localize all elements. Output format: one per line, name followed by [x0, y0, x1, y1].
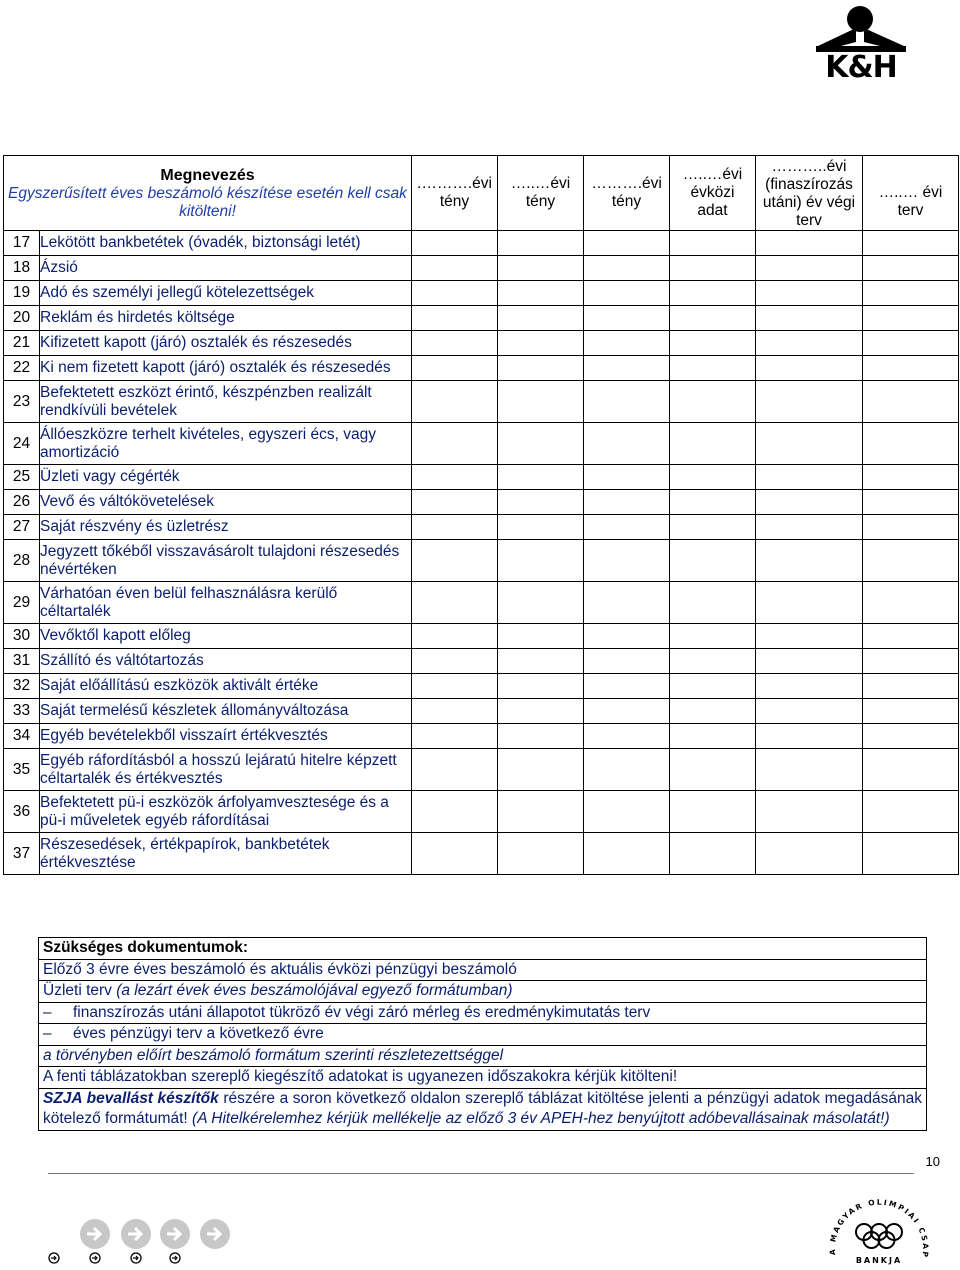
row-number: 27 — [4, 515, 40, 540]
value-cell[interactable] — [863, 256, 959, 281]
seal-bottom-text: BANKJA — [855, 1256, 903, 1265]
row-label: Üzleti vagy cégérték — [40, 465, 412, 490]
value-cell[interactable] — [498, 465, 584, 490]
value-cell[interactable] — [863, 540, 959, 582]
table-row — [4, 381, 959, 423]
table-row — [4, 423, 959, 465]
value-cell[interactable] — [498, 540, 584, 582]
value-cell[interactable] — [412, 281, 498, 306]
small-arrow-icon — [170, 1253, 180, 1263]
row-label: Saját részvény és üzletrész — [40, 515, 412, 540]
value-cell[interactable] — [756, 833, 863, 875]
value-cell[interactable] — [584, 833, 670, 875]
value-cell[interactable] — [498, 674, 584, 699]
value-cell[interactable] — [498, 356, 584, 381]
header-note: Egyszerűsített éves beszámoló készítése esetén kell csak kitölteni! — [8, 184, 407, 220]
value-cell[interactable] — [670, 624, 756, 649]
value-cell[interactable] — [498, 791, 584, 833]
row-label: Reklám és hirdetés költsége — [40, 306, 412, 331]
header-col-2: …..…évi tény — [498, 156, 584, 231]
value-cell[interactable] — [412, 356, 498, 381]
value-cell[interactable] — [498, 331, 584, 356]
value-cell[interactable] — [670, 331, 756, 356]
row-label: Adó és személyi jellegű kötelezettségek — [40, 281, 412, 306]
table-row — [4, 674, 959, 699]
value-cell[interactable] — [584, 231, 670, 256]
value-cell[interactable] — [863, 674, 959, 699]
row-number: 20 — [4, 306, 40, 331]
value-cell[interactable] — [670, 231, 756, 256]
value-cell[interactable] — [498, 649, 584, 674]
row-label: Befektetett eszközt érintő, készpénzben realizált rendkívüli bevételek — [40, 381, 412, 423]
row-number: 34 — [4, 724, 40, 749]
value-cell[interactable] — [498, 281, 584, 306]
value-cell[interactable] — [498, 624, 584, 649]
value-cell[interactable] — [584, 465, 670, 490]
row-label: Részesedések, értékpapírok, bankbetétek értékvesztése — [40, 833, 412, 875]
table-row — [4, 465, 959, 490]
value-cell[interactable] — [412, 331, 498, 356]
header-megnevezes — [4, 156, 412, 231]
value-cell[interactable] — [584, 674, 670, 699]
arrow-right-icon — [200, 1219, 230, 1249]
value-cell[interactable] — [412, 231, 498, 256]
value-cell[interactable] — [863, 356, 959, 381]
header-col-6: …..… évi terv — [863, 156, 959, 231]
value-cell[interactable] — [412, 465, 498, 490]
value-cell[interactable] — [412, 624, 498, 649]
value-cell[interactable] — [670, 724, 756, 749]
row-number: 33 — [4, 699, 40, 724]
value-cell[interactable] — [498, 833, 584, 875]
value-cell[interactable] — [670, 833, 756, 875]
row-label: Ki nem fizetett kapott (járó) osztalék és részesedés — [40, 356, 412, 381]
value-cell[interactable] — [498, 423, 584, 465]
value-cell[interactable] — [863, 724, 959, 749]
value-cell[interactable] — [863, 582, 959, 624]
value-cell[interactable] — [670, 465, 756, 490]
value-cell[interactable] — [863, 515, 959, 540]
value-cell[interactable] — [756, 624, 863, 649]
table-row — [4, 231, 959, 256]
value-cell[interactable] — [412, 423, 498, 465]
value-cell[interactable] — [584, 356, 670, 381]
value-cell[interactable] — [670, 674, 756, 699]
row-number: 22 — [4, 356, 40, 381]
value-cell[interactable] — [756, 281, 863, 306]
small-arrow-icon — [49, 1253, 59, 1263]
value-cell[interactable] — [412, 540, 498, 582]
row-number: 31 — [4, 649, 40, 674]
row-label: Egyéb bevételekből visszaírt értékvesztés — [40, 724, 412, 749]
kh-logo-text: K&H — [825, 50, 897, 85]
value-cell[interactable] — [498, 724, 584, 749]
kh-logo-mark-icon — [806, 2, 916, 52]
value-cell[interactable] — [756, 256, 863, 281]
value-cell[interactable] — [756, 465, 863, 490]
header-col-3: ……….évi tény — [584, 156, 670, 231]
value-cell[interactable] — [863, 281, 959, 306]
table-row — [4, 331, 959, 356]
olympic-rings-icon — [856, 1224, 902, 1248]
table-row — [4, 540, 959, 582]
financial-data-table — [3, 155, 959, 875]
value-cell[interactable] — [756, 674, 863, 699]
value-cell[interactable] — [670, 749, 756, 791]
table-row — [4, 306, 959, 331]
value-cell[interactable] — [412, 256, 498, 281]
value-cell[interactable] — [756, 306, 863, 331]
row-label: Várhatóan éven belül felhasználásra kerülő céltartalék — [40, 582, 412, 624]
value-cell[interactable] — [412, 674, 498, 699]
row-number: 35 — [4, 749, 40, 791]
value-cell[interactable] — [584, 749, 670, 791]
value-cell[interactable] — [670, 490, 756, 515]
value-cell[interactable] — [498, 256, 584, 281]
value-cell[interactable] — [584, 490, 670, 515]
arrow-right-icon — [80, 1219, 110, 1249]
docs-szja-note: SZJA bevallást készítők részére a soron következő oldalon szereplő táblázat kitöltése jelenti a pénzügyi adatok megadásának kötelező formátumát! (A Hitelkérelemhez kérjük mellékelje az előző 3 év APEH-hez benyújtott adóbevallásainak másolatát!) — [43, 1089, 922, 1127]
value-cell[interactable] — [863, 649, 959, 674]
docs-line-2: Üzleti terv (a lezárt évek éves beszámolójával egyező formátumban) — [39, 981, 926, 1003]
value-cell[interactable] — [584, 699, 670, 724]
row-label: Lekötött bankbetétek (óvadék, biztonsági letét) — [40, 231, 412, 256]
row-number: 19 — [4, 281, 40, 306]
value-cell[interactable] — [670, 515, 756, 540]
row-label: Egyéb ráfordításból a hosszú lejáratú hitelre képzett céltartalék és értékvesztés — [40, 749, 412, 791]
value-cell[interactable] — [670, 281, 756, 306]
header-col-4: …..…évi évközi adat — [670, 156, 756, 231]
value-cell[interactable] — [863, 331, 959, 356]
docs-dash-2: – éves pénzügyi terv a következő évre — [39, 1024, 926, 1046]
value-cell[interactable] — [412, 582, 498, 624]
footer-rule — [48, 1173, 914, 1174]
row-label: Vevő és váltókövetelések — [40, 490, 412, 515]
value-cell[interactable] — [498, 699, 584, 724]
docs-line-4: A fenti táblázatokban szereplő kiegészítő adatokat is ugyanezen időszakokra kérjük kitölteni! — [39, 1067, 926, 1089]
value-cell[interactable] — [584, 256, 670, 281]
value-cell[interactable] — [584, 649, 670, 674]
value-cell[interactable] — [498, 231, 584, 256]
value-cell[interactable] — [756, 423, 863, 465]
docs-line-1: Előző 3 évre éves beszámoló és aktuális évközi pénzügyi beszámoló — [39, 960, 926, 982]
row-label: Befektetett pü-i eszközök árfolyamvesztesége és a pü-i műveletek egyéb ráfordításai — [40, 791, 412, 833]
value-cell[interactable] — [584, 331, 670, 356]
value-cell[interactable] — [412, 490, 498, 515]
value-cell[interactable] — [670, 540, 756, 582]
row-number: 30 — [4, 624, 40, 649]
footer-arrows — [40, 1218, 260, 1265]
table-row — [4, 356, 959, 381]
value-cell[interactable] — [670, 649, 756, 674]
docs-title: Szükséges dokumentumok: — [39, 938, 926, 960]
value-cell[interactable] — [498, 749, 584, 791]
small-arrow-icon — [131, 1253, 141, 1263]
value-cell[interactable] — [756, 231, 863, 256]
value-cell[interactable] — [756, 582, 863, 624]
value-cell[interactable] — [498, 490, 584, 515]
value-cell[interactable] — [584, 515, 670, 540]
value-cell[interactable] — [670, 699, 756, 724]
value-cell[interactable] — [412, 749, 498, 791]
value-cell[interactable] — [670, 306, 756, 331]
table-row — [4, 749, 959, 791]
row-number: 21 — [4, 331, 40, 356]
row-number: 26 — [4, 490, 40, 515]
page-number: 10 — [925, 1154, 940, 1169]
value-cell[interactable] — [584, 281, 670, 306]
table-row — [4, 515, 959, 540]
row-label: Állóeszközre terhelt kivételes, egyszeri écs, vagy amortizáció — [40, 423, 412, 465]
value-cell[interactable] — [670, 423, 756, 465]
value-cell[interactable] — [670, 582, 756, 624]
table-row — [4, 833, 959, 875]
value-cell[interactable] — [863, 490, 959, 515]
row-label: Saját termelésű készletek állományváltozása — [40, 699, 412, 724]
value-cell[interactable] — [863, 306, 959, 331]
kh-logo — [806, 2, 916, 85]
arrow-right-icon — [160, 1219, 190, 1249]
value-cell[interactable] — [412, 306, 498, 331]
value-cell[interactable] — [863, 749, 959, 791]
header-col-5: ………..évi (finaszírozás utáni) év végi terv — [756, 156, 863, 231]
value-cell[interactable] — [498, 515, 584, 540]
arrow-right-icon — [121, 1219, 151, 1249]
value-cell[interactable] — [863, 231, 959, 256]
table-row — [4, 281, 959, 306]
value-cell[interactable] — [863, 465, 959, 490]
value-cell[interactable] — [756, 699, 863, 724]
value-cell[interactable] — [756, 490, 863, 515]
value-cell[interactable] — [412, 833, 498, 875]
table-row — [4, 649, 959, 674]
value-cell[interactable] — [756, 331, 863, 356]
table-row — [4, 791, 959, 833]
row-number: 28 — [4, 540, 40, 582]
value-cell[interactable] — [863, 423, 959, 465]
value-cell[interactable] — [863, 699, 959, 724]
table-row — [4, 624, 959, 649]
row-label: Jegyzett tőkéből visszavásárolt tulajdoni részesedés névértéken — [40, 540, 412, 582]
docs-dash-1: – finanszírozás utáni állapotot tükröző év végi záró mérleg és eredménykimutatás terv — [39, 1003, 926, 1025]
value-cell[interactable] — [412, 515, 498, 540]
row-label: Kifizetett kapott (járó) osztalék és részesedés — [40, 331, 412, 356]
value-cell[interactable] — [584, 381, 670, 423]
value-cell[interactable] — [863, 833, 959, 875]
value-cell[interactable] — [670, 381, 756, 423]
value-cell[interactable] — [584, 540, 670, 582]
row-number: 24 — [4, 423, 40, 465]
value-cell[interactable] — [756, 540, 863, 582]
value-cell[interactable] — [412, 724, 498, 749]
table-row — [4, 490, 959, 515]
value-cell[interactable] — [412, 381, 498, 423]
row-number: 32 — [4, 674, 40, 699]
value-cell[interactable] — [670, 356, 756, 381]
value-cell[interactable] — [412, 699, 498, 724]
value-cell[interactable] — [584, 306, 670, 331]
value-cell[interactable] — [584, 724, 670, 749]
row-label: Saját előállítású eszközök aktivált értéke — [40, 674, 412, 699]
value-cell[interactable] — [584, 582, 670, 624]
header-col-1: .……….évi tény — [412, 156, 498, 231]
row-number: 29 — [4, 582, 40, 624]
row-label: Vevőktől kapott előleg — [40, 624, 412, 649]
row-label: Szállító és váltótartozás — [40, 649, 412, 674]
seal-ring-text: A MAGYAR OLIMPIAI CSAP — [827, 1197, 931, 1259]
value-cell[interactable] — [498, 381, 584, 423]
value-cell[interactable] — [863, 381, 959, 423]
value-cell[interactable] — [756, 749, 863, 791]
value-cell[interactable] — [756, 515, 863, 540]
value-cell[interactable] — [756, 356, 863, 381]
value-cell[interactable] — [498, 306, 584, 331]
row-number: 17 — [4, 231, 40, 256]
value-cell[interactable] — [863, 624, 959, 649]
olympic-team-bank-seal — [822, 1180, 934, 1265]
header-title: Megnevezés — [160, 166, 255, 184]
value-cell[interactable] — [756, 791, 863, 833]
table-row — [4, 724, 959, 749]
value-cell[interactable] — [863, 791, 959, 833]
docs-line-3: a törvényben előírt beszámoló formátum szerinti részletezettséggel — [39, 1046, 926, 1068]
row-label: Ázsió — [40, 256, 412, 281]
row-number: 36 — [4, 791, 40, 833]
value-cell[interactable] — [670, 256, 756, 281]
table-row — [4, 582, 959, 624]
table-row — [4, 256, 959, 281]
value-cell[interactable] — [584, 791, 670, 833]
row-number: 25 — [4, 465, 40, 490]
value-cell[interactable] — [756, 724, 863, 749]
row-number: 18 — [4, 256, 40, 281]
required-documents-box — [38, 937, 927, 1131]
row-number: 23 — [4, 381, 40, 423]
value-cell[interactable] — [584, 423, 670, 465]
small-arrow-icon — [90, 1253, 100, 1263]
value-cell[interactable] — [584, 624, 670, 649]
value-cell[interactable] — [670, 791, 756, 833]
row-number: 37 — [4, 833, 40, 875]
table-row — [4, 699, 959, 724]
value-cell[interactable] — [756, 649, 863, 674]
value-cell[interactable] — [412, 791, 498, 833]
value-cell[interactable] — [412, 649, 498, 674]
value-cell[interactable] — [756, 381, 863, 423]
value-cell[interactable] — [498, 582, 584, 624]
